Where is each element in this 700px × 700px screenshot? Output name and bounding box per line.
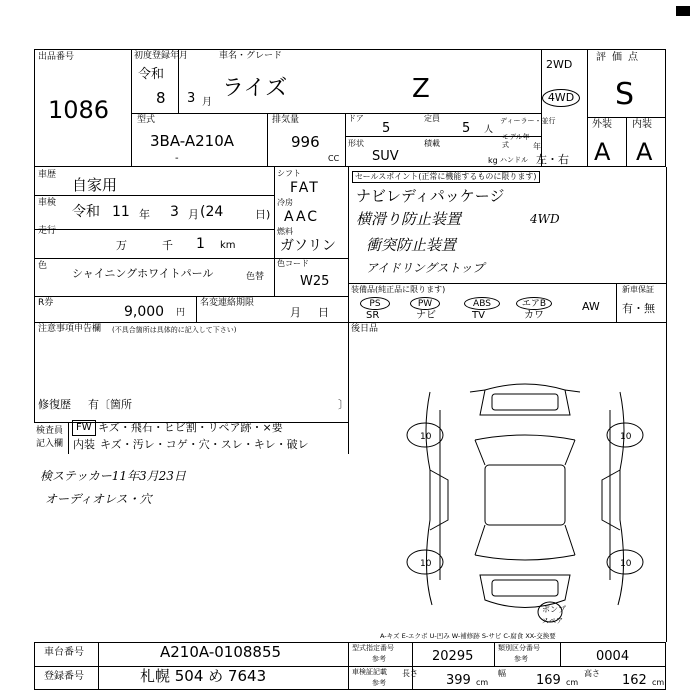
- option-navi: ナビ: [416, 310, 436, 321]
- repair-close: 〕: [338, 398, 349, 411]
- category: 0004: [596, 649, 630, 664]
- mileage-label: 走行: [38, 226, 57, 236]
- history-label: 車歴: [38, 170, 57, 180]
- mileage-man: 万: [116, 239, 127, 252]
- handle-value: 左・右: [536, 153, 569, 166]
- dealer-label: ディーラー・並行: [500, 117, 556, 125]
- new-car-label: 新車保証: [622, 285, 654, 294]
- model-code: 3BA-A210A: [150, 132, 235, 150]
- interior-score: A: [636, 138, 653, 166]
- recycle-label: R券: [38, 298, 54, 308]
- option-pw: PW: [410, 297, 440, 310]
- wheel-mark-fl: 10: [420, 432, 432, 442]
- car-name: ライズ: [222, 76, 288, 101]
- option-aw: AW: [582, 300, 600, 313]
- lot-label: 出品番号: [38, 52, 75, 62]
- repair-value: 有〔箇所: [88, 398, 132, 411]
- length: 399: [446, 673, 471, 688]
- after-label: 後日品: [351, 324, 379, 334]
- exterior-row-items: キズ・飛石・ヒビ割・リペア跡・×要: [98, 421, 283, 434]
- drive-4wd: 4WD: [542, 89, 580, 107]
- name-change-label: 名変連絡期限: [200, 298, 255, 308]
- width: 169: [536, 673, 561, 688]
- car-damage-diagram: [400, 370, 650, 625]
- height: 162: [622, 673, 647, 688]
- exterior-score: A: [594, 138, 611, 166]
- ac: AAC: [284, 209, 320, 225]
- reg-label: 登録番号: [44, 671, 84, 682]
- repair-label: 修復歴: [38, 398, 71, 411]
- score: S: [615, 77, 635, 112]
- option-sr: SR: [366, 310, 380, 321]
- door-label: ドア: [348, 114, 364, 123]
- month-unit: 月: [202, 97, 212, 108]
- capacity-unit: 人: [484, 125, 494, 135]
- model-dash: -: [175, 153, 179, 164]
- displacement-unit: CC: [328, 154, 340, 163]
- lot-number: 1086: [48, 96, 110, 124]
- dims-label: 車検証記載: [352, 668, 387, 676]
- era: 令和: [138, 67, 165, 82]
- interior-label: 内装: [632, 119, 652, 130]
- wheel-mark-rr: 10: [620, 559, 632, 569]
- month-unit-2: 月: [188, 208, 199, 221]
- notes-label: 注意事項申告欄: [38, 324, 102, 334]
- model-spec: 20295: [432, 649, 474, 664]
- displacement-label: 排気量: [272, 115, 300, 125]
- color-code: W25: [300, 274, 330, 289]
- color-code-label: 色コード: [277, 259, 309, 268]
- reg-number: 札幌 504 め 7643: [140, 667, 267, 685]
- option-tv: TV: [472, 310, 485, 321]
- exterior-label: 外装: [592, 119, 612, 130]
- inspection-day: (24: [200, 204, 224, 220]
- mileage-value: 1: [196, 236, 205, 252]
- height-label: 高さ: [584, 669, 600, 678]
- wheel-mark-rl: 10: [420, 559, 432, 569]
- capacity-label: 定員: [424, 114, 440, 123]
- exterior-row-label: FW: [72, 420, 96, 436]
- inspection-era: 令和: [72, 204, 100, 220]
- capacity: 5: [462, 121, 471, 136]
- option-ps: PS: [360, 297, 390, 310]
- length-unit: cm: [476, 678, 489, 687]
- dims-sub: 参考: [372, 679, 386, 687]
- recycle-unit: 円: [176, 308, 186, 318]
- nc-day: 日: [318, 306, 329, 319]
- equip-label: 装備品(純正品に限ります): [351, 285, 446, 294]
- model-year-label: モデル年式: [502, 133, 530, 149]
- load-unit: kg: [488, 156, 498, 165]
- year: 8: [156, 89, 166, 107]
- sales-line-3: 衝突防止装置: [366, 236, 457, 254]
- sales-line-4: アイドリングストップ: [366, 261, 485, 275]
- body-shape: SUV: [372, 149, 399, 164]
- height-unit: cm: [652, 678, 665, 687]
- displacement: 996: [291, 133, 320, 151]
- length-label: 長さ: [402, 669, 418, 678]
- color: シャイニングホワイトパール: [72, 267, 214, 280]
- color-change-label: 色替: [246, 272, 265, 282]
- grade: Z: [412, 74, 430, 104]
- sales-label: セールスポイント(正常に機能するものに限ります): [352, 171, 540, 183]
- sales-line-1: ナビレディパッケージ: [356, 187, 505, 205]
- option-airbag: エアB: [516, 297, 552, 310]
- inspection-label: 車検: [38, 198, 57, 208]
- shift: FAT: [290, 180, 320, 196]
- model-spec-label: 型式指定番号: [352, 644, 394, 652]
- shape-label: 形状: [348, 139, 364, 148]
- inspector-label: 検査員記入欄: [36, 426, 64, 449]
- sales-line-2b: 4WD: [530, 212, 560, 226]
- doors: 5: [382, 121, 391, 136]
- width-label: 幅: [498, 669, 506, 678]
- ac-label: 冷房: [277, 198, 293, 207]
- month: 3: [187, 91, 196, 106]
- name-grade-label: 車名・グレード: [219, 51, 283, 61]
- drive-2wd: 2WD: [546, 58, 573, 71]
- handwritten-note-2: オーディオレス・穴: [45, 492, 152, 506]
- warranty: 有・無: [622, 302, 655, 315]
- history: 自家用: [72, 176, 118, 194]
- mileage-sen: 千: [162, 239, 173, 252]
- wheel-mark-fr: 10: [620, 432, 632, 442]
- spare-sub: スペア: [542, 617, 563, 625]
- fuel-label: 燃料: [277, 227, 293, 236]
- model-year-unit: 年: [533, 142, 541, 151]
- recycle-fee: 9,000: [124, 304, 165, 320]
- model-label: 型式: [137, 115, 156, 125]
- fuel: ガソリン: [280, 238, 336, 254]
- day-unit: 日): [255, 208, 271, 221]
- chassis-number: A210A-0108855: [160, 643, 282, 661]
- interior-row-label: 内装: [73, 438, 95, 451]
- width-unit: cm: [566, 678, 579, 687]
- damage-legend: A-キズ E-エクボ U-凹み W-補修跡 S-サビ C-腐食 XX-交換要: [380, 632, 556, 640]
- model-spec-sub: 参考: [372, 655, 386, 663]
- notes-sub: (不具合箇所は具体的に記入して下さい): [112, 326, 237, 334]
- load-label: 積載: [424, 139, 440, 148]
- sales-line-2: 横滑り防止装置: [356, 210, 462, 228]
- category-label: 類別区分番号: [498, 644, 540, 652]
- spare-label: ポンプ: [542, 605, 566, 614]
- category-sub: 参考: [514, 655, 528, 663]
- handwritten-note-1: 検ステッカー11年3月23日: [40, 469, 186, 483]
- corner-mark: [676, 6, 690, 16]
- score-label: 評価点: [596, 52, 644, 63]
- first-reg-label: 初度登録年月: [134, 51, 189, 61]
- year-unit: 年: [139, 208, 150, 221]
- chassis-label: 車台番号: [44, 647, 84, 658]
- interior-row-items: キズ・汚レ・コゲ・穴・スレ・キレ・破レ: [100, 438, 309, 451]
- color-label: 色: [38, 261, 48, 271]
- shift-label: シフト: [277, 169, 301, 178]
- inspection-month: 3: [170, 204, 179, 220]
- option-leather: カワ: [524, 310, 544, 321]
- nc-month: 月: [290, 306, 301, 319]
- option-abs: ABS: [464, 297, 500, 310]
- handle-label: ハンドル: [500, 156, 528, 164]
- mileage-unit: km: [220, 240, 236, 251]
- inspection-year: 11: [112, 204, 130, 220]
